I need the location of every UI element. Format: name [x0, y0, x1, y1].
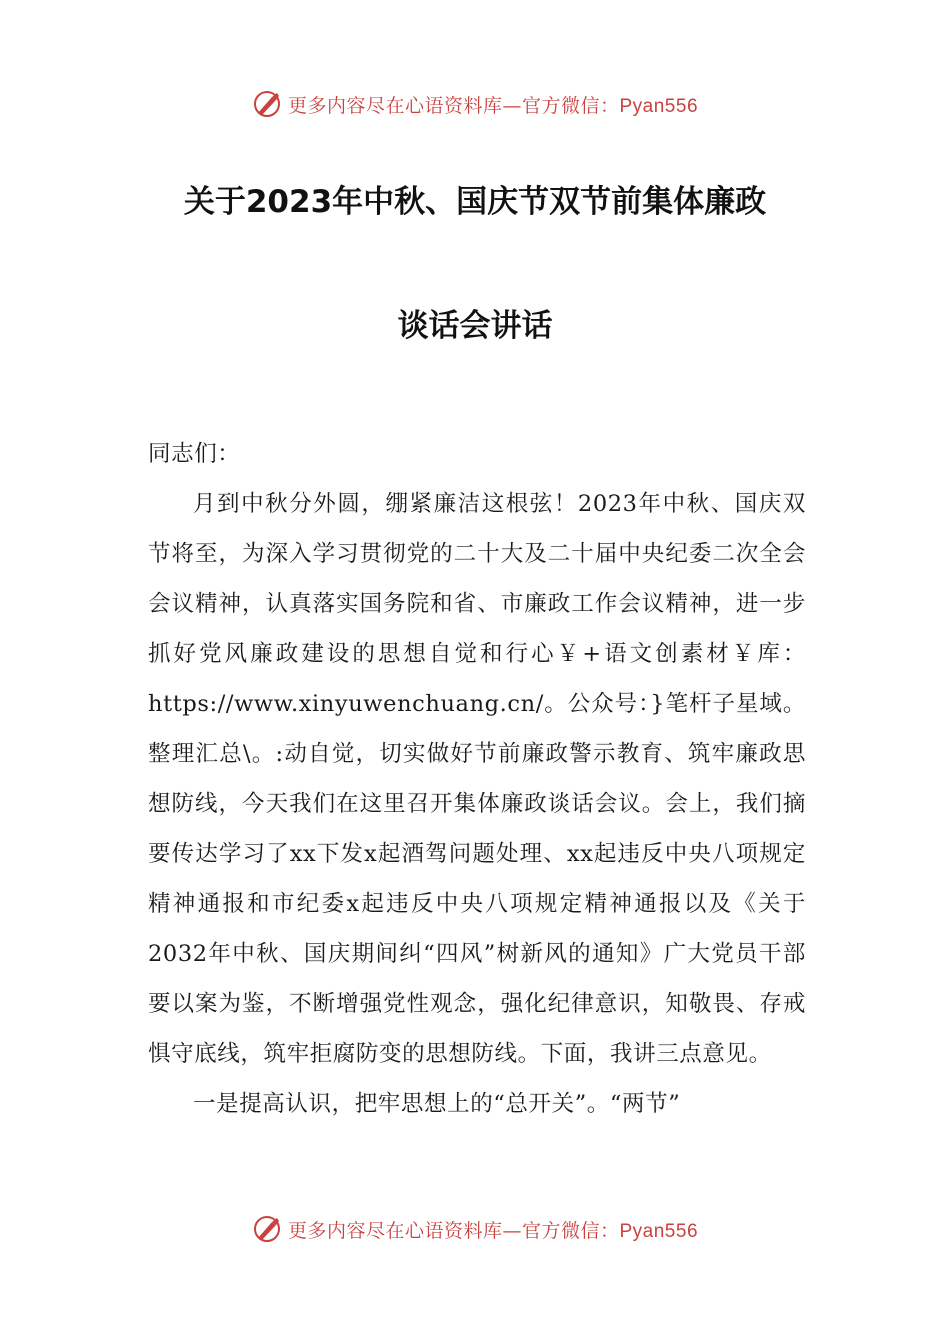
document-body: [148, 429, 806, 1129]
paragraph-1: 月到中秋分外圆，绷紧廉洁这根弦！2023年中秋、国庆双节将至，为深入学习贯彻党的二十大及二十届中央纪委二次全会会议精神，认真落实国务院和省、市廉政工作会议精神，进一步抓好党风廉政建设的思想自觉和行心￥+语文创素材￥库：https://www.xinyuwenchuang.cn/。公众号：}笔杆子星域。整理汇总\。:动自觉，切实做好节前廉政警示教育、筑牢廉政思想防线，今天我们在这里召开集体廉政谈话会议。会上，我们摘要传达学习了xx下发x起酒驾问题处理、xx起违反中央八项规定精神通报和市纪委x起违反中央八项规定精神通报以及《关于2032年中秋、国庆期间纠“四风”树新风的通知》广大党员干部要以案为鉴，不断增强党性观念，强化纪律意识，知敬畏、存戒惧守底线，筑牢拒腐防变的思想防线。下面，我讲三点意见。: [148, 491, 806, 1067]
pen-nib-logo-icon: [252, 89, 282, 119]
watermark-header: [0, 84, 950, 124]
document-title-line-1: 关于2023年中秋、国庆节双节前集体廉政: [183, 184, 767, 220]
salutation: 同志们：: [148, 441, 241, 467]
watermark-text: 更多内容尽在心语资料库—官方微信：Pyan556: [287, 1219, 699, 1242]
document-title-line-2: 谈话会讲话: [397, 308, 553, 344]
watermark-text: 更多内容尽在心语资料库—官方微信：Pyan556: [287, 94, 699, 117]
paragraph-2: 一是提高认识，把牢思想上的“总开关”。“两节”: [193, 1091, 681, 1117]
watermark-footer: [0, 1209, 950, 1249]
pen-nib-logo-icon: [252, 1214, 282, 1244]
